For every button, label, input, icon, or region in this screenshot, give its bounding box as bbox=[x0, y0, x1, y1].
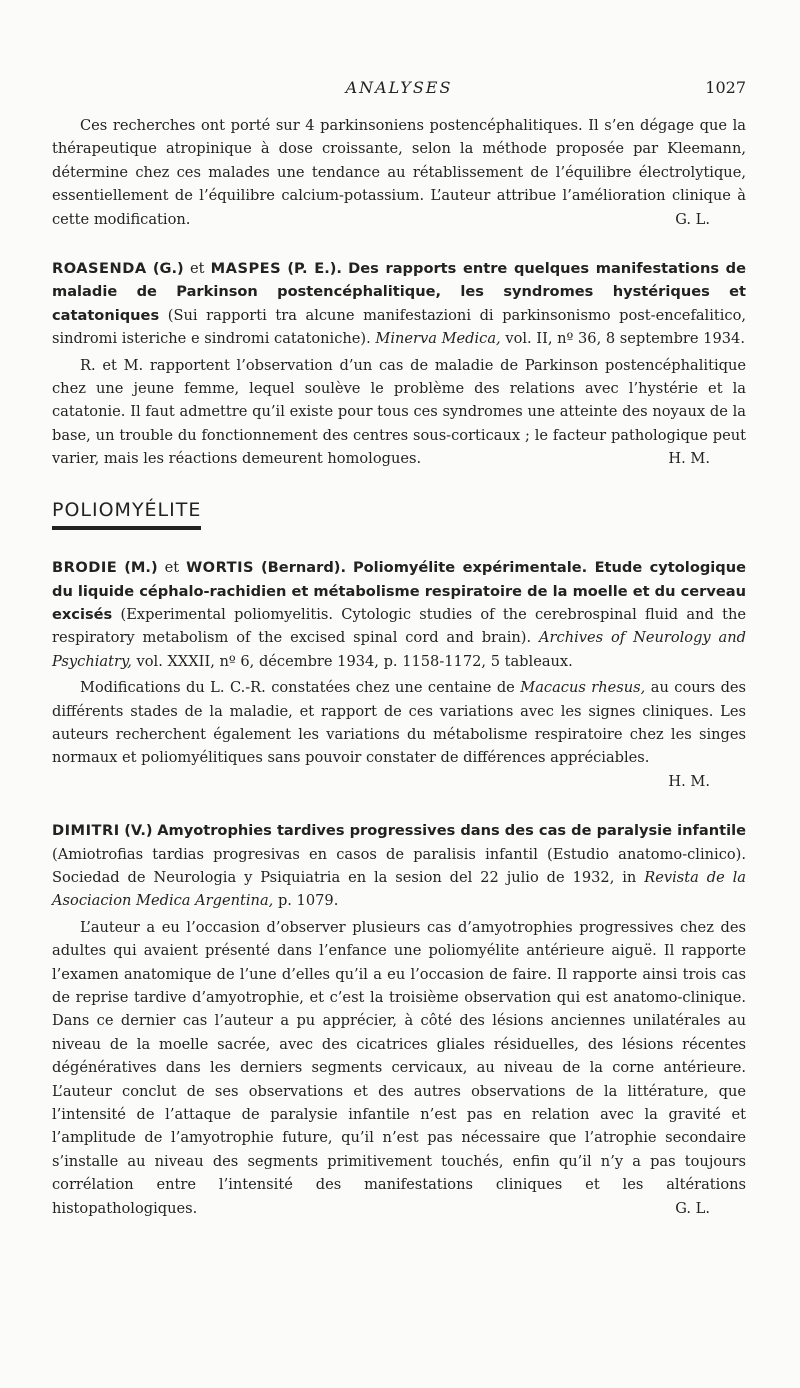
author-connector: et bbox=[189, 260, 205, 278]
abstract-paragraph bbox=[52, 354, 746, 471]
journal-name: Minerva Medica, bbox=[375, 330, 501, 348]
abstract-signature: G. L. bbox=[675, 1199, 710, 1217]
abstract-signature: H. M. bbox=[668, 450, 710, 468]
article-title: Des rapports entre quelques manifestations de maladie de Parkinson postencéphalitique, les syndromes hystériques et catatoniques bbox=[52, 260, 747, 324]
journal-name: Archives of Neurology and Psychiatry, bbox=[52, 629, 746, 670]
author-initial: (Bernard). bbox=[261, 559, 346, 577]
intro-signature: G. L. bbox=[675, 210, 710, 228]
author-name: MASPES bbox=[210, 260, 282, 278]
running-title: ANALYSES bbox=[345, 78, 453, 97]
species-name: Macacus rhesus, bbox=[520, 679, 646, 697]
author-initial: (V.) bbox=[124, 822, 153, 840]
citation-details: p. 1079. bbox=[277, 892, 339, 910]
abstract-entry-brodie bbox=[52, 556, 746, 793]
citation-details: vol. II, nº 36, 8 septembre 1934. bbox=[505, 330, 745, 348]
entry-citation bbox=[52, 819, 746, 913]
author-connector: et bbox=[164, 559, 180, 577]
abstract-text: au cours des différents stades de la maladie, et rapport de ces variations avec les signes cliniques. Les auteurs recherchent également les variations du métabolisme respiratoire chez les singes normaux et poliomyélitiques sans pouvoir constater de différences appréciables. bbox=[52, 679, 747, 767]
abstract-text: R. et M. rapportent l’observation d’un cas de maladie de Parkinson postencéphalitique chez une jeune femme, lequel soulève le problème des relations avec l’hystérie et la catatonie. Il faut admettre qu’il existe pour tous ces syndromes une atteinte des noyaux de la base, un trouble du fonctionnement des centres sous-corticaux ; le facteur pathologique peut varier, mais les réactions demeurent homologues. bbox=[52, 356, 746, 468]
article-title: Poliomyélite expérimentale. Etude cytologique du liquide céphalo-rachidien et métabolisme respiratoire de la moelle et du cerveau excisés bbox=[52, 559, 747, 623]
entry-citation bbox=[52, 257, 746, 351]
author-initial: (P. E.). bbox=[287, 260, 342, 278]
abstract-text: Modifications du L. C.-R. constatées chez une centaine de bbox=[80, 679, 515, 697]
original-title: (Sui rapporti tra alcune manifestazioni di parkinsonismo post-encefalitico, sindromi isteriche e sindromi catatoniche). bbox=[52, 306, 747, 348]
citation-details: vol. XXXII, nº 6, décembre 1934, p. 1158-1172, 5 tableaux. bbox=[136, 652, 573, 670]
abstract-paragraph bbox=[52, 916, 746, 1220]
abstract-entry-dimitri bbox=[52, 819, 746, 1220]
author-initial: (G.) bbox=[152, 260, 184, 278]
abstract-signature: H. M. bbox=[668, 772, 710, 790]
intro-paragraph bbox=[52, 114, 746, 231]
author-name: WORTIS bbox=[186, 559, 255, 577]
author-initial: (M.) bbox=[124, 559, 158, 577]
author-name: BRODIE bbox=[52, 559, 118, 577]
original-title: (Amiotrofias tardias progresivas en casos de paralisis infantil (Estudio anatomo-clinico). Sociedad de Neurologia y Psiquiatria en la sesion del 22 julio de 1932, in bbox=[52, 845, 746, 886]
running-header bbox=[52, 78, 746, 100]
page-content bbox=[52, 114, 746, 1220]
abstract-entry-roasenda bbox=[52, 257, 746, 471]
section-title: POLIOMYÉLITE bbox=[52, 499, 201, 530]
page-number: 1027 bbox=[705, 78, 746, 97]
intro-text: Ces recherches ont porté sur 4 parkinsoniens postencéphalitiques. Il s’en dégage que la thérapeutique atropinique à dose croissante, selon la méthode proposée par Kleemann, détermine chez ces malades une tendance au rétablissement de l’équilibre électrolytique, essentiellement de l’équilibre calcium-potassium. L’auteur attribue l’amélioration clinique à cette modification. bbox=[52, 117, 746, 228]
author-name: DIMITRI bbox=[52, 822, 120, 840]
section-heading bbox=[52, 499, 746, 530]
journal-name: Revista de la Asociacion Medica Argentina, bbox=[52, 868, 747, 910]
abstract-text: L’auteur a eu l’occasion d’observer plusieurs cas d’amyotrophies progressives chez des adultes qui avaient présenté dans l’enfance une poliomyélite antérieure aiguë. Il rapporte l’examen anatomique de l’une d’elles qu’il a eu l’occasion de faire. Il rapporte ainsi trois cas de reprise tardive d’amyotrophie, et c’est la troisième observation qui est anatomo-clinique. Dans ce dernier cas l’auteur a pu apprécier, à côté des lésions anciennes unilatérales au niveau de la moelle sacrée, avec des cicatrices gliales résiduelles, des lésions récentes dégénératives dans les derniers segments cervicaux, au niveau de la corne antérieure. L’auteur conclut de ses observations et des autres observations de la littérature, que l’intensité de l’attaque de paralysie infantile n’est pas en relation avec la gravité et l’amplitude de l’amyotrophie future, qu’il n’est pas nécessaire que l’atrophie secondaire s’installe au niveau des segments primitivement touchés, enfin qu’il n’y a pas toujours corrélation entre l’intensité des manifestations cliniques et les altérations histopathologiques. bbox=[52, 918, 746, 1217]
entry-citation bbox=[52, 556, 746, 673]
author-name: ROASENDA bbox=[52, 260, 147, 278]
article-title: Amyotrophies tardives progressives dans des cas de paralysie infantile bbox=[157, 822, 746, 840]
abstract-paragraph bbox=[52, 676, 746, 770]
original-title: (Experimental poliomyelitis. Cytologic studies of the cerebrospinal fluid and the respiratory metabolism of the excised spinal cord and brain). bbox=[52, 605, 746, 647]
